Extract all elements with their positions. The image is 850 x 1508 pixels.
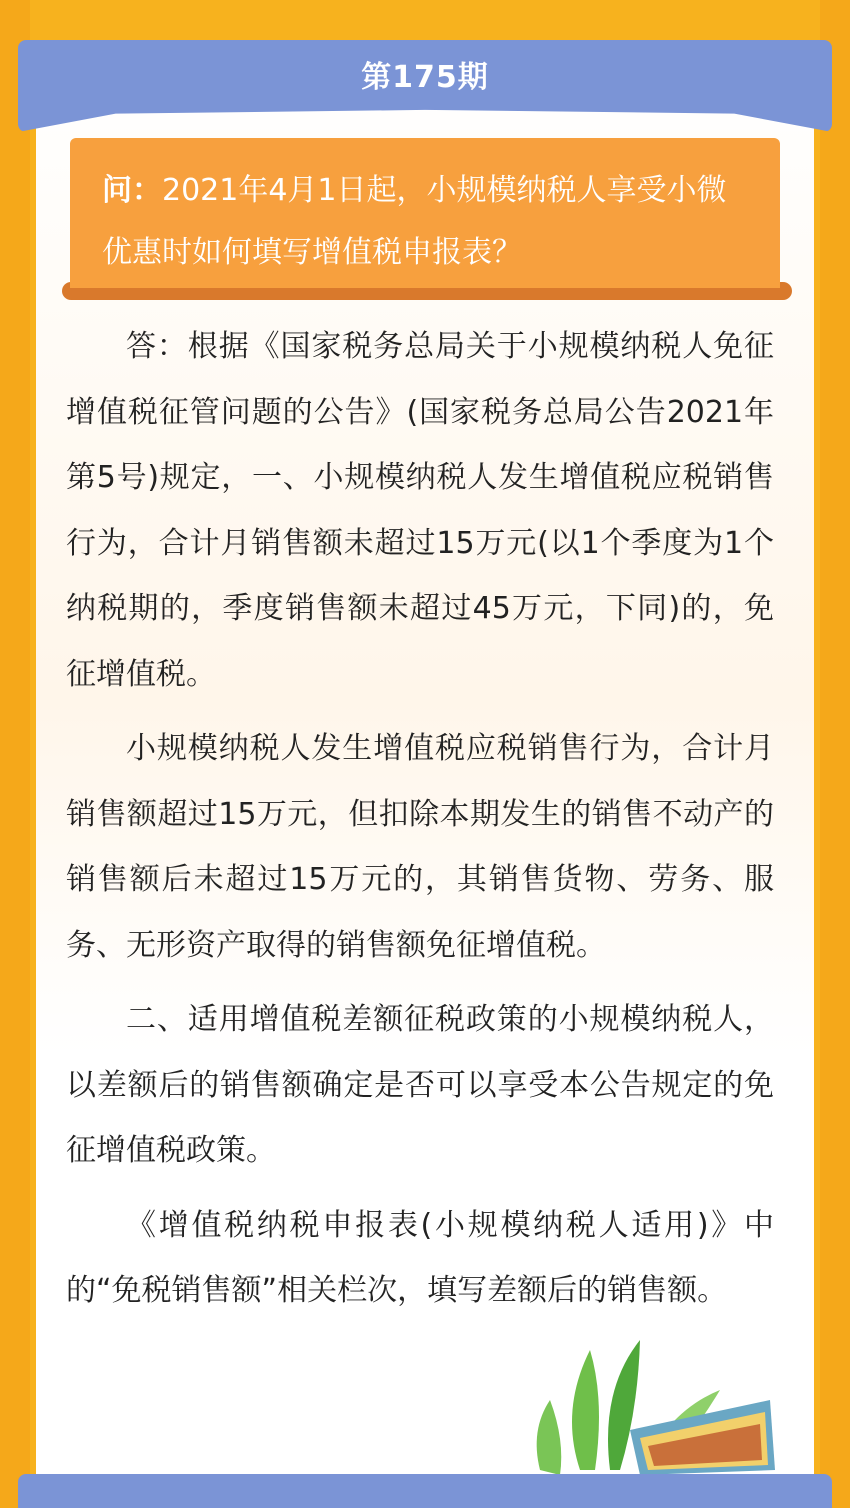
question-prefix: 问： [102,173,162,208]
book-plant-illustration [520,1320,780,1480]
background-stripe-right [820,0,850,1508]
answer-paragraph: 二、适用增值税差额征税政策的小规模纳税人，以差额后的销售额确定是否可以享受本公告规定的免征增值税政策。 [66,1002,774,1168]
question-text: 2021年4月1日起，小规模纳税人享受小微优惠时如何填写增值税申报表？ [102,173,727,270]
answer-paragraph: 小规模纳税人发生增值税应税销售行为，合计月销售额超过15万元，但扣除本期发生的销售不动产的销售额后未超过15万元的，其销售货物、劳务、服务、无形资产取得的销售额免征增值税。 [66,731,774,963]
answer-body [66,314,774,1333]
answer-paragraph: 《增值税纳税申报表(小规模纳税人适用)》中的“免税销售额”相关栏次，填写差额后的销售额。 [66,1207,774,1308]
background-stripe-left [0,0,30,1508]
answer-paragraph: 答：根据《国家税务总局关于小规模纳税人免征增值税征管问题的公告》(国家税务总局公告2021年第5号)规定，一、小规模纳税人发生增值税应税销售行为，合计月销售额未超过15万元(以1个季度为1个纳税期的，季度销售额未超过45万元，下同)的，免征增值税。 [66,329,774,692]
question-box [70,138,780,288]
footer-banner [18,1474,832,1508]
issue-number: 第175期 [361,60,489,95]
